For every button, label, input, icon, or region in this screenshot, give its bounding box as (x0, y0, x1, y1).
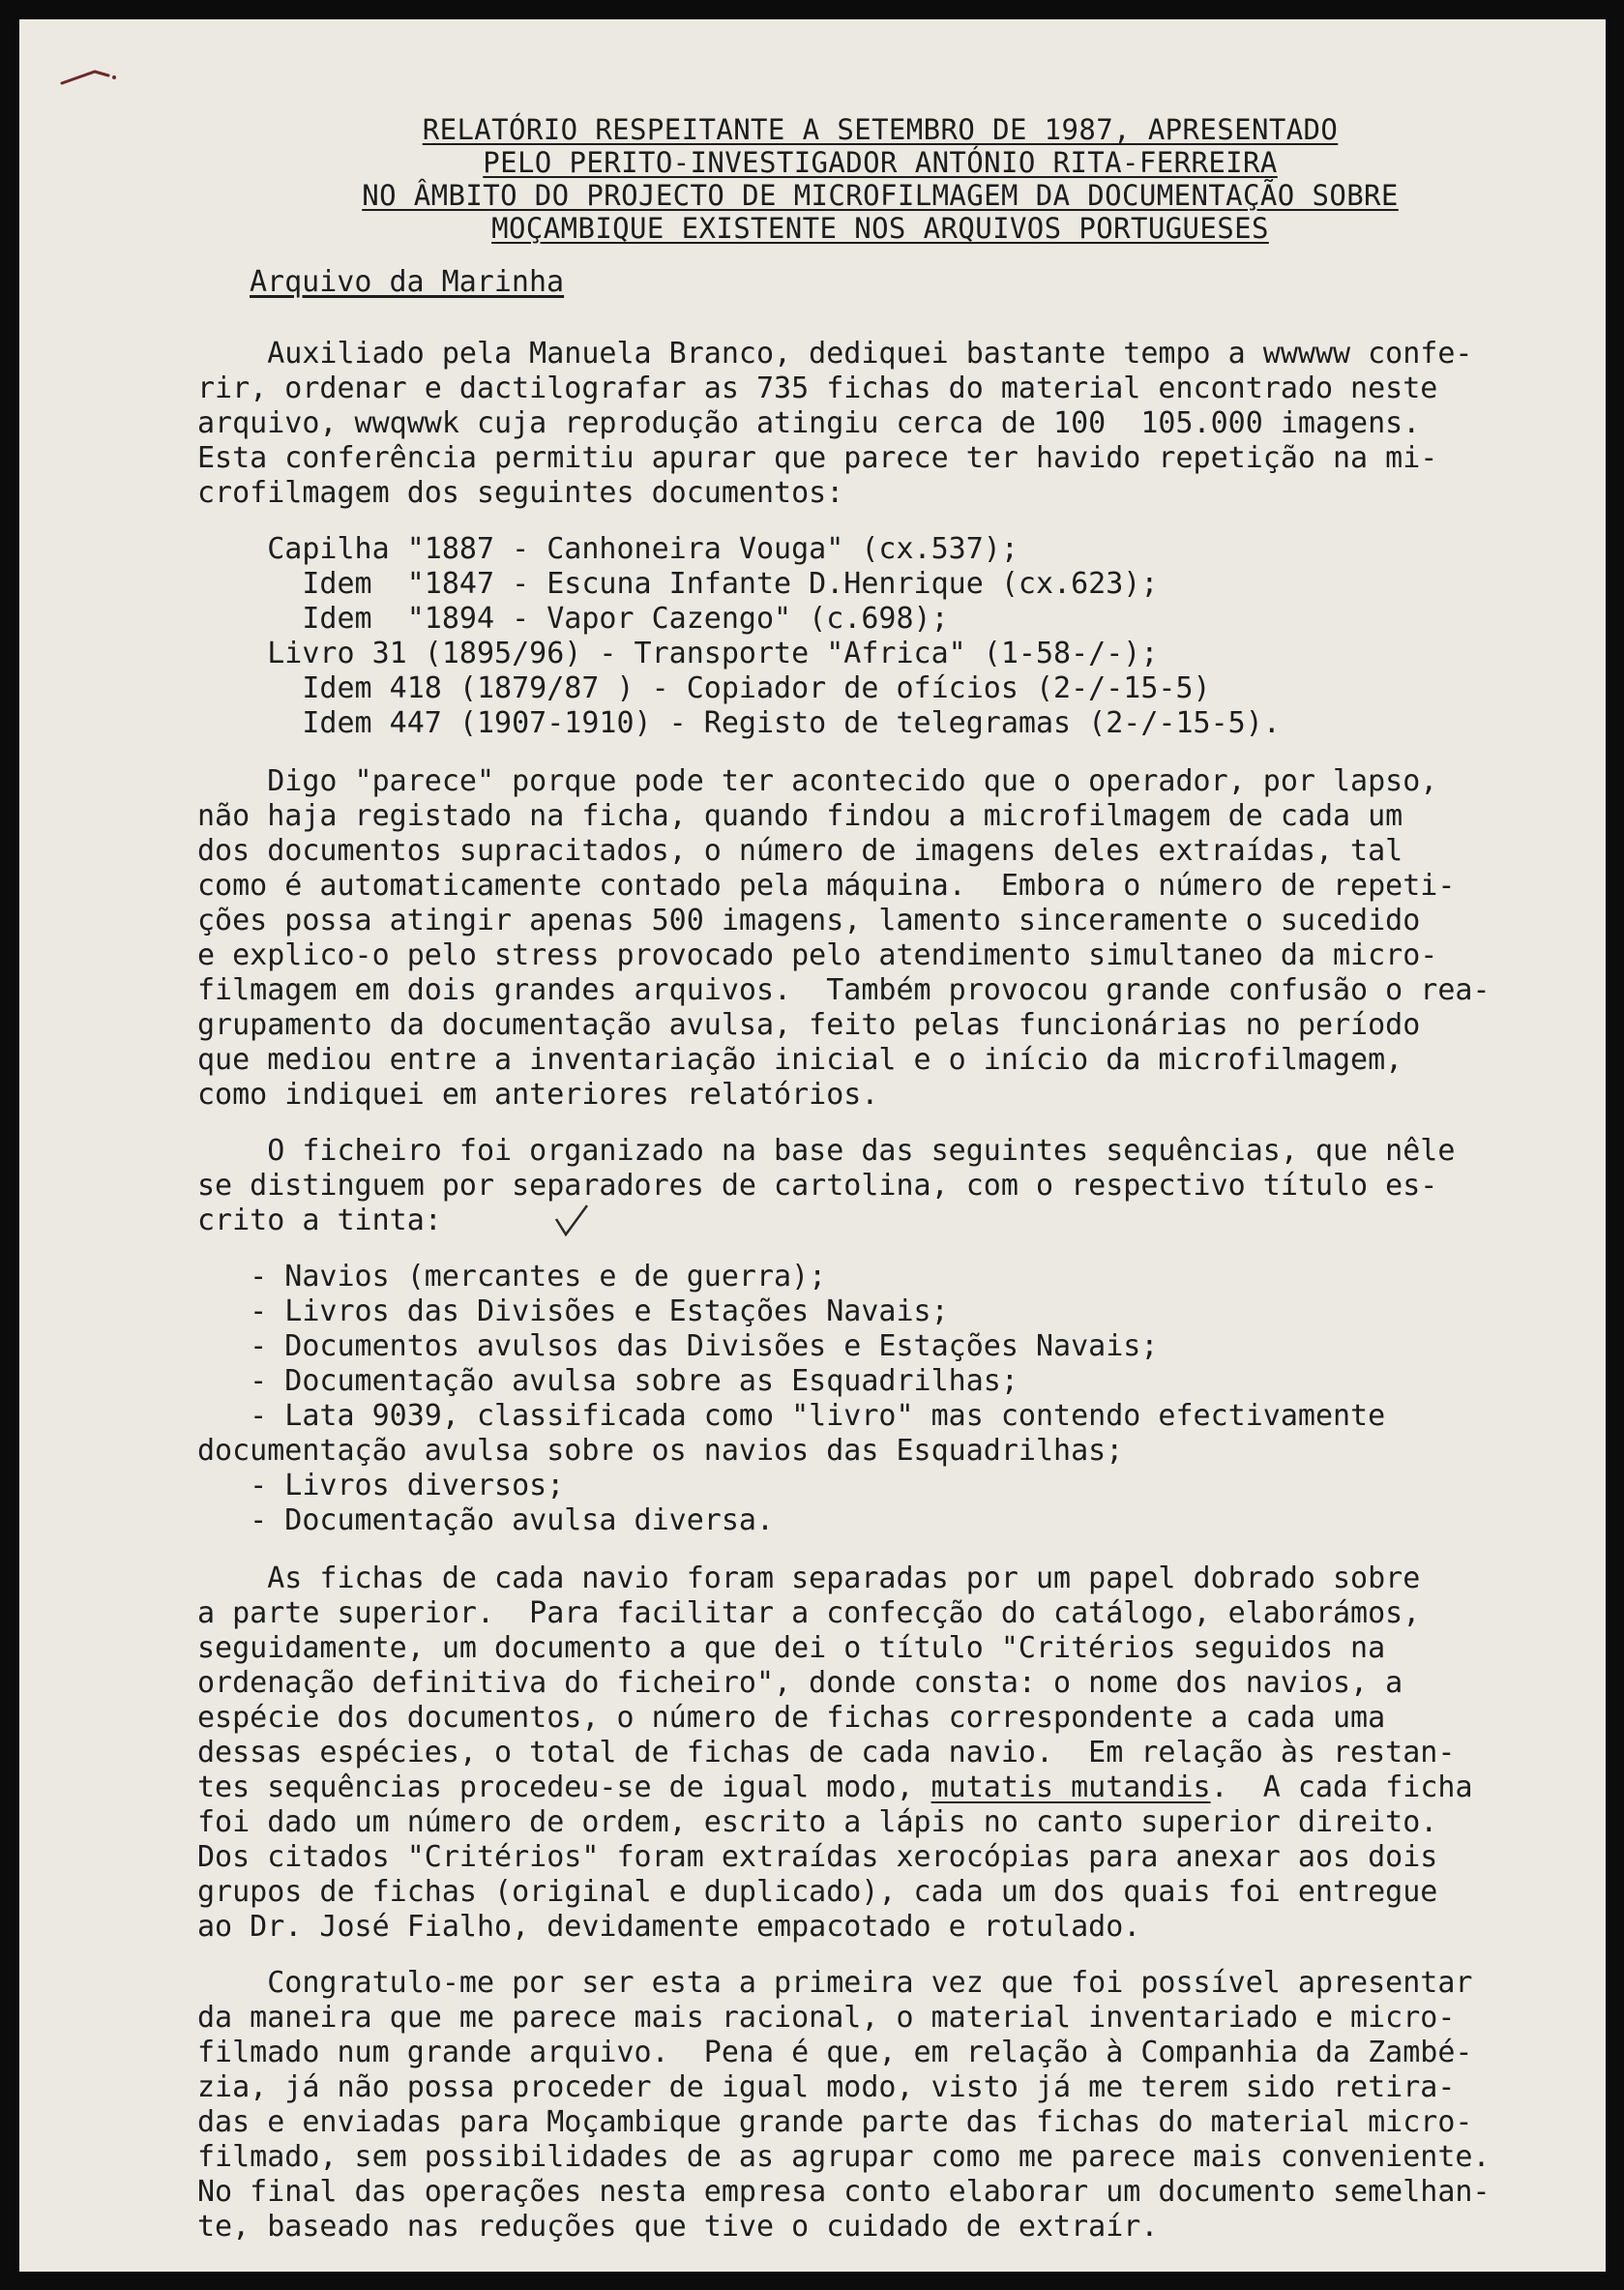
header-line-2: PELO PERITO-INVESTIGADOR ANTÓNIO RITA-FERREIRA (483, 146, 1278, 179)
handwritten-check-icon (552, 1202, 591, 1240)
text-line: das e enviadas para Moçambique grande parte das fichas do material micro- (197, 2105, 1473, 2139)
text-line: como indiquei em anteriores relatórios. (197, 1078, 879, 1112)
text-line: Dos citados "Critérios" foram extraídas xerocópias para anexar aos dois (197, 1840, 1438, 1874)
text-line: foi dado um número de ordem, escrito a lápis no canto superior direito. (197, 1805, 1438, 1839)
text-line: que mediou entre a inventariação inicial e o início da microfilmagem, (197, 1043, 1403, 1077)
text-line: Esta conferência permitiu apurar que parece ter havido repetição na mi- (197, 441, 1438, 475)
text-line: não haja registado na ficha, quando findou a microfilmagem de cada um (197, 799, 1403, 833)
list-item: - Livros das Divisões e Estações Navais; (197, 1294, 949, 1328)
document-body (19, 19, 1606, 2272)
text-line: a parte superior. Para facilitar a confecção do catálogo, elaborámos, (197, 1596, 1421, 1630)
header-line-3: NO ÂMBITO DO PROJECTO DE MICROFILMAGEM DA DOCUMENTAÇÃO SOBRE (362, 179, 1399, 212)
text-segment: tes sequências procedeu-se de igual modo, (197, 1770, 931, 1804)
text-line: O ficheiro foi organizado na base das seguintes sequências, que nêle (197, 1134, 1456, 1168)
list-item: - Documentação avulsa diversa. (197, 1503, 775, 1537)
text-line: como é automaticamente contado pela máquina. Embora o número de repeti- (197, 869, 1456, 903)
text-line: ções possa atingir apenas 500 imagens, lamento sinceramente o sucedido (197, 904, 1421, 937)
list-item: Idem 447 (1907-1910) - Registo de telegramas (2-/-15-5). (197, 706, 1281, 740)
text-line: se distinguem por separadores de cartolina, com o respectivo título es- (197, 1169, 1438, 1203)
text-line: grupos de fichas (original e duplicado), cada um dos quais foi entregue (197, 1875, 1438, 1909)
list-item: Livro 31 (1895/96) - Transporte "Africa" (1-58-/-); (197, 637, 1159, 670)
text-line: te, baseado nas reduções que tive o cuidado de extraír. (197, 2210, 1159, 2244)
text-line: ordenação definitiva do ficheiro", donde consta: o nome dos navios, a (197, 1666, 1403, 1700)
text-line: Congratulo-me por ser esta a primeira vez que foi possível apresentar (197, 1966, 1473, 2000)
list-item: - Documentação avulsa sobre as Esquadrilhas; (197, 1364, 1019, 1398)
text-line: As fichas de cada navio foram separadas por um papel dobrado sobre (197, 1561, 1421, 1595)
header-line-1: RELATÓRIO RESPEITANTE A SETEMBRO DE 1987, APRESENTADO (422, 113, 1339, 146)
list-item: documentação avulsa sobre os navios das Esquadrilhas; (197, 1434, 1124, 1468)
list-item: Idem "1847 - Escuna Infante D.Henrique (cx.623); (197, 567, 1159, 601)
list-item: Idem "1894 - Vapor Cazengo" (c.698); (197, 602, 949, 636)
text-line: dos documentos supracitados, o número de imagens deles extraídas, tal (197, 834, 1403, 868)
list-item: - Navios (mercantes e de guerra); (197, 1260, 827, 1294)
text-line: e explico-o pelo stress provocado pelo atendimento simultaneo da micro- (197, 938, 1438, 972)
text-line: crofilmagem dos seguintes documentos: (197, 476, 844, 510)
list-item: - Lata 9039, classificada como "livro" mas contendo efectivamente (197, 1399, 1386, 1433)
list-item: Idem 418 (1879/87 ) - Copiador de ofícios (2-/-15-5) (197, 671, 1211, 705)
text-line: Auxiliado pela Manuela Branco, dediquei bastante tempo a wwwww confe- (197, 337, 1473, 371)
text-line: grupamento da documentação avulsa, feito pelas funcionárias no período (197, 1008, 1421, 1042)
section-title: Arquivo da Marinha (250, 265, 565, 299)
latin-phrase: mutatis mutandis (930, 1770, 1211, 1804)
text-line: dessas espécies, o total de fichas de cada navio. Em relação às restan- (197, 1736, 1456, 1770)
text-line: espécie dos documentos, o número de fichas correspondente a cada uma (197, 1701, 1386, 1735)
list-item: - Documentos avulsos das Divisões e Estações Navais; (197, 1329, 1159, 1363)
text-line: da maneira que me parece mais racional, o material inventariado e micro- (197, 2001, 1456, 2035)
text-line: filmado, sem possibilidades de as agrupar como me parece mais conveniente. (197, 2140, 1491, 2174)
header-line-4: MOÇAMBIQUE EXISTENTE NOS ARQUIVOS PORTUGUESES (491, 212, 1269, 245)
text-line: zia, já não possa proceder de igual modo, visto já me terem sido retira- (197, 2070, 1456, 2104)
paper-sheet (19, 19, 1606, 2272)
text-line: Digo "parece" porque pode ter acontecido que o operador, por lapso, (197, 764, 1438, 798)
text-line: arquivo, wwqwwk cuja reprodução atingiu cerca de 100 105.000 imagens. (197, 406, 1421, 440)
text-line: ao Dr. José Fialho, devidamente empacotado e rotulado. (197, 1910, 1141, 1944)
text-line: No final das operações nesta empresa conto elaborar um documento semelhan- (197, 2175, 1491, 2209)
text-line: filmado num grande arquivo. Pena é que, em relação à Companhia da Zambé- (197, 2036, 1473, 2069)
text-line: crito a tinta: (197, 1204, 442, 1237)
text-line: rir, ordenar e dactilografar as 735 fichas do material encontrado neste (197, 372, 1438, 405)
text-line: filmagem em dois grandes arquivos. Também provocou grande confusão o rea- (197, 973, 1491, 1007)
text-line (197, 1770, 1473, 1805)
list-item: - Livros diversos; (197, 1469, 565, 1502)
text-segment: . A cada ficha (1210, 1770, 1473, 1804)
list-item: Capilha "1887 - Canhoneira Vouga" (cx.537); (197, 532, 1019, 566)
text-line: seguidamente, um documento a que dei o título "Critérios seguidos na (197, 1631, 1386, 1665)
